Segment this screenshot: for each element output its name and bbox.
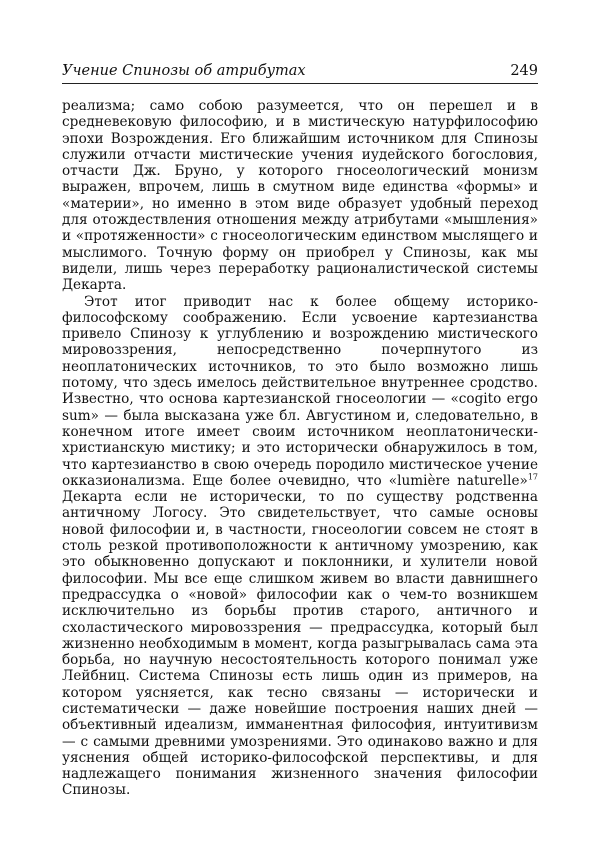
paragraph-text-part: Декарта если не исторически, то по существу родственна античному Логосу. Это свидетельствует, что самые основы новой философии и, в частности, гносеологии совсем не стоят в столь резкой противоположности к античному умозрению, как это обыкновенно допускают и поклонники, и хулители новой философии. Мы все еще слишком живем во власти давнишнего предрассудка о «новой» философии как о чем-то возникшем исключительно из борьбы против старого, античного и схоластического мировоззрения — предрассудка, который был жизненно необходимым в момент, когда разыгрывалась сама эта борьба, но научную несостоятельность которого понимал уже Лейбниц. Система Спинозы есть лишь один из примеров, на котором уясняется, как тесно связаны — исторически и систематически — даже новейшие построения наших дней — объективный идеализм, имманентная философия, интуитивизм — с самыми древними умозрениями. Это одинаково важно и для уяснения общей историко-философской перспективы, и для надлежащего понимания жизненного значения философии Спинозы. <box>62 489 538 799</box>
running-title: Учение Спинозы об атрибутах <box>62 63 306 79</box>
paragraph <box>62 294 538 799</box>
footnote-reference: 17 <box>527 472 538 482</box>
paragraph-continued: реализма; само собою разумеется, что он перешел и в средневековую философию, и в мистическую натурфилософию эпохи Возрождения. Его ближайшим источником для Спинозы служили отчасти мистические учения иудейского богословия, отчасти Дж. Бруно, у которого гносеологический монизм выражен, впрочем, лишь в смутном виде единства «формы» и «материи», но именно в этом виде образует удобный переход для отождествления отношения между атрибутами «мышления» и «протяженности» с гносеологическим единством мыслящего и мыслимого. Точную форму он приобрел у Спинозы, как мы видели, лишь через переработку рационалистической системы Декарта. <box>62 98 538 294</box>
body-text <box>62 98 538 799</box>
running-header <box>62 62 538 84</box>
page-number: 249 <box>510 63 538 79</box>
book-page <box>62 62 538 799</box>
paragraph-text-part: Этот итог приводит нас к более общему историко-философскому соображению. Если усвоение картезианства привело Спинозу к углублению и возрождению мистического мировоззрения, непосредственно почерпнутого из неоплатонических источников, то это было возможно лишь потому, что здесь имелось действительное внутреннее сродство. Известно, что основа картезианской гносеологии — «cogito ergo sum» — была высказана уже бл. Августином и, следовательно, в конечном итоге имеет своим источником неоплатонически-христианскую мистику; и это исторически обнаружилось в том, что картезианство в свою очередь породило мистическое учение окказионализма. Еще более очевидно, что «lumière naturelle» <box>62 293 538 489</box>
